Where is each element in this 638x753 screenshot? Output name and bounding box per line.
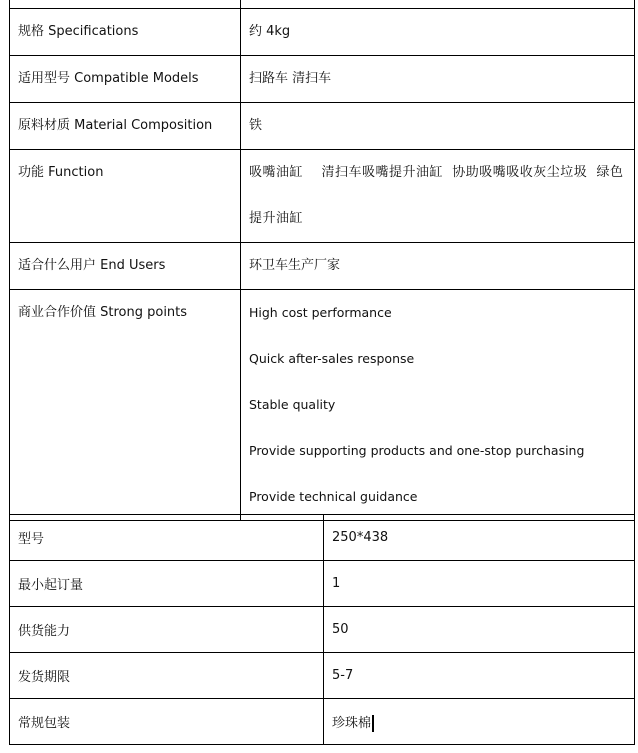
trade-value: 珍珠棉 — [332, 715, 372, 731]
spec-value: 约 4kg — [241, 9, 635, 56]
trade-label: 常规包装 — [10, 699, 324, 745]
table-row — [10, 103, 635, 150]
spec-value: 环卫车生产厂家 — [241, 243, 635, 290]
spec-label: 功能 Function — [10, 150, 241, 243]
trade-label: 最小起订量 — [10, 561, 324, 607]
table-row — [10, 653, 635, 699]
trade-value: 50 — [324, 607, 635, 653]
spec-label: 原料材质 Material Composition — [10, 103, 241, 150]
table-row — [10, 561, 635, 607]
strong-point: Provide technical guidance — [249, 489, 418, 504]
trade-value: 5-7 — [324, 653, 635, 699]
trade-table — [9, 514, 635, 745]
table-row — [10, 0, 635, 9]
trade-label: 型号 — [10, 515, 324, 561]
strong-points-list — [241, 290, 635, 521]
table-row — [10, 699, 635, 745]
strong-point: Quick after-sales response — [249, 351, 415, 366]
packaging-value-cell[interactable] — [324, 699, 635, 745]
trade-value: 1 — [324, 561, 635, 607]
table-row — [10, 56, 635, 103]
spec-value: 铁 — [241, 103, 635, 150]
specification-table — [9, 0, 635, 521]
text-cursor — [372, 715, 374, 732]
trade-label: 发货期限 — [10, 653, 324, 699]
spec-label: 适用型号 Compatible Models — [10, 56, 241, 103]
trade-label: 供货能力 — [10, 607, 324, 653]
strong-point: Provide supporting products and one-stop purchasing — [249, 443, 585, 458]
table-row — [10, 9, 635, 56]
spec-value: 扫路车 清扫车 — [241, 56, 635, 103]
spec-label: 适合什么用户 End Users — [10, 243, 241, 290]
table-row — [10, 243, 635, 290]
spec-label: 商业合作价值 Strong points — [10, 290, 241, 521]
table-row — [10, 515, 635, 561]
table-row — [10, 290, 635, 521]
table-row — [10, 150, 635, 243]
table-row — [10, 607, 635, 653]
function-value: 吸嘴油缸 清扫车吸嘴提升油缸 协助吸嘴吸收灰尘垃圾 绿色提升油缸 — [241, 150, 635, 243]
strong-point: High cost performance — [249, 305, 392, 320]
spec-label: 规格 Specifications — [10, 9, 241, 56]
trade-value: 250*438 — [324, 515, 635, 561]
strong-point: Stable quality — [249, 397, 336, 412]
